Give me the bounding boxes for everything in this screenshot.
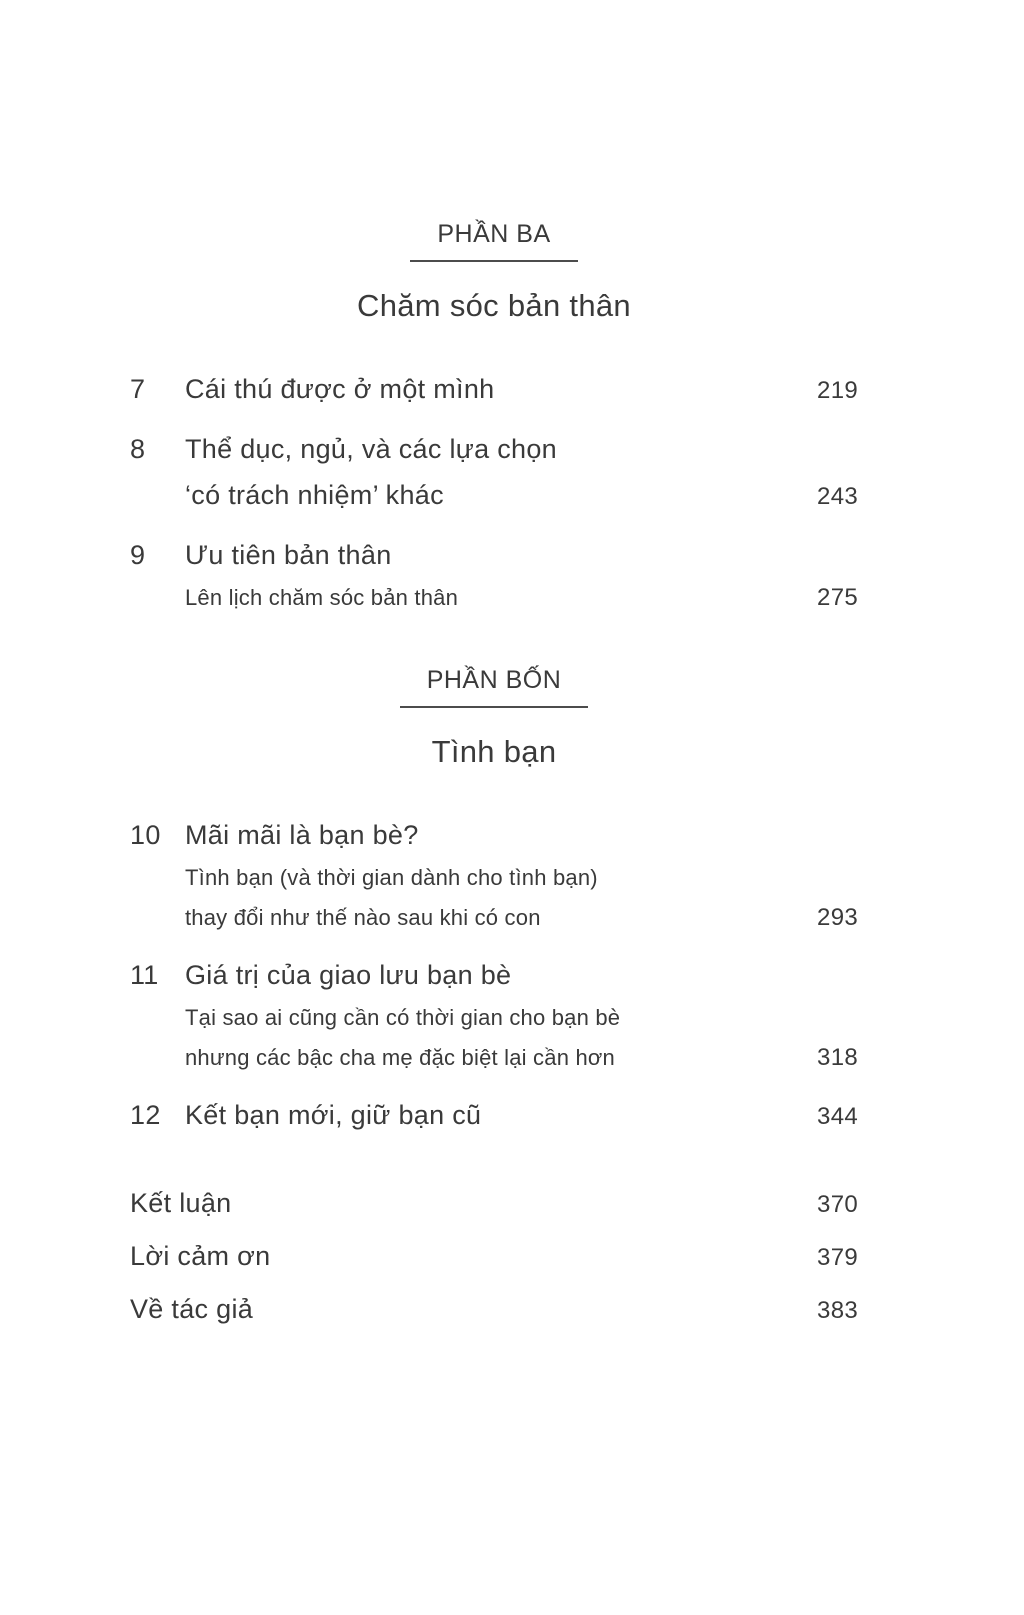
entry-row: [130, 998, 858, 1038]
entry-row: [130, 472, 858, 518]
chapter-number: 12: [130, 1100, 161, 1130]
chapter-number: 9: [130, 540, 146, 570]
part-title: Chăm sóc bản thân: [357, 288, 631, 323]
back-matter-title: Lời cảm ơn: [130, 1241, 271, 1271]
toc-entry-10: [130, 812, 858, 938]
back-matter-title: Về tác giả: [130, 1294, 254, 1324]
toc-entry-11: [130, 952, 858, 1078]
chapter-title: Mãi mãi là bạn bè?: [185, 820, 419, 850]
page-number: 379: [817, 1244, 858, 1271]
entry-row: [130, 952, 858, 998]
back-matter-row-about-author: [130, 1286, 858, 1332]
entry-row: [130, 898, 858, 938]
page-number: 243: [817, 483, 858, 510]
entry-row: [130, 1092, 858, 1138]
page-number: 344: [817, 1103, 858, 1130]
part-label: PHẦN BA: [410, 220, 577, 262]
entry-row: [130, 426, 858, 472]
part-header: [130, 666, 858, 770]
chapter-number: 10: [130, 820, 161, 850]
chapter-subtitle: Tại sao ai cũng cần có thời gian cho bạn bè: [185, 1005, 621, 1030]
entry-row: [130, 812, 858, 858]
entry-row: [130, 532, 858, 578]
toc-entry-9: [130, 532, 858, 618]
toc-section-part-three: [130, 220, 858, 618]
chapter-title: Ưu tiên bản thân: [185, 540, 392, 570]
chapter-title: Thể dục, ngủ, và các lựa chọn: [185, 434, 557, 464]
page-number: 370: [817, 1191, 858, 1218]
entry-row: [130, 366, 858, 412]
chapter-title-continued: ‘có trách nhiệm’ khác: [185, 480, 444, 510]
chapter-subtitle-continued: thay đổi như thế nào sau khi có con: [185, 905, 541, 930]
toc-section-part-four: [130, 666, 858, 1138]
back-matter: [130, 1180, 858, 1332]
chapter-subtitle-continued: nhưng các bậc cha mẹ đặc biệt lại cần hơn: [185, 1045, 615, 1070]
chapter-subtitle: Tình bạn (và thời gian dành cho tình bạn): [185, 865, 598, 890]
toc-entry-8: [130, 426, 858, 518]
toc-entry-7: [130, 366, 858, 412]
chapter-title: Giá trị của giao lưu bạn bè: [185, 960, 512, 990]
chapter-title: Kết bạn mới, giữ bạn cũ: [185, 1100, 482, 1130]
back-matter-title: Kết luận: [130, 1188, 232, 1218]
entries-list: [130, 812, 858, 1138]
entries-list: [130, 366, 858, 618]
back-matter-row-conclusion: [130, 1180, 858, 1226]
back-matter-row-acknowledgements: [130, 1233, 858, 1279]
chapter-number: 8: [130, 434, 146, 464]
entry-row: [130, 858, 858, 898]
page-number: 293: [817, 904, 858, 931]
chapter-number: 11: [130, 960, 159, 990]
page-number: 383: [817, 1297, 858, 1324]
chapter-title: Cái thú được ở một mình: [185, 374, 495, 404]
part-header: [130, 220, 858, 324]
entry-row: [130, 1038, 858, 1078]
page-number: 219: [817, 377, 858, 404]
part-title: Tình bạn: [431, 734, 557, 769]
toc-entry-12: [130, 1092, 858, 1138]
chapter-number: 7: [130, 374, 146, 404]
entry-row: [130, 578, 858, 618]
page-number: 275: [817, 584, 858, 611]
part-label: PHẦN BỐN: [400, 666, 589, 708]
page-number: 318: [817, 1044, 858, 1071]
chapter-subtitle: Lên lịch chăm sóc bản thân: [185, 585, 459, 610]
